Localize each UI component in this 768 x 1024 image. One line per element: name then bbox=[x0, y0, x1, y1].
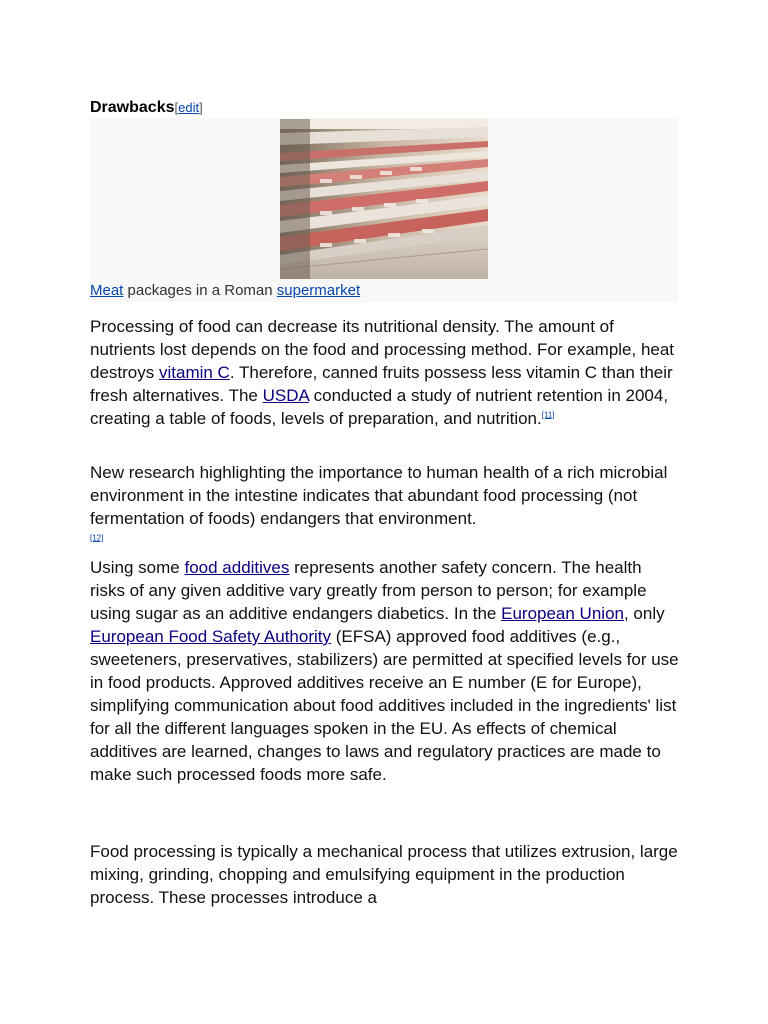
paragraph-nutrition: Processing of food can decrease its nutritional density. The amount of nutrients lost depends on the food and processing method. For example, heat destroys vitamin C. Therefore, canned fruits possess less vitamin C than their fresh alternatives. The USDA conducted a study of nutrient retention in 2004, creating a table of foods, levels of preparation, and nutrition.[11] bbox=[90, 317, 675, 428]
figure-thumbnail bbox=[90, 118, 678, 302]
link-european-union[interactable]: European Union bbox=[501, 604, 624, 623]
caption-link-meat[interactable]: Meat bbox=[90, 282, 124, 299]
caption-link-supermarket[interactable]: supermarket bbox=[276, 282, 361, 299]
paragraph-microbial: New research highlighting the importance to human health of a rich microbial environment in the intestine indicates that abundant food processing (not fermentation of foods) endangers that environment. [12] bbox=[90, 463, 668, 543]
paragraph-additives: Using some food additives represents another safety concern. The health risks of any given additive vary greatly from person to person; for example using sugar as an additive endangers diabetics. In the European Union, only European Food Safety Authority (EFSA) approved food additives (e.g., sweeteners, preservatives, stabilizers) are permitted at specified levels for use in food products. Approved additives receive an E number (E for Europe), simplifying communication about food additives included in the ingredients' list for all the different languages spoken in the EU. As effects of chemical additives are learned, changes to laws and regulatory practices are made to make such processed foods more safe. bbox=[90, 558, 679, 784]
reference-12[interactable]: [12] bbox=[90, 533, 104, 543]
reference-11[interactable]: [11] bbox=[541, 410, 555, 420]
link-vitamin-c[interactable]: vitamin C bbox=[158, 363, 230, 382]
section-title: Drawbacks bbox=[90, 99, 175, 116]
link-food-additives[interactable]: food additives bbox=[184, 558, 290, 577]
supermarket-meat-photo[interactable] bbox=[280, 119, 488, 279]
paragraph-mechanical-process: Food processing is typically a mechanical process that utilizes extrusion, large mixing, grinding, chopping and emulsifying equipment in the production process. These processes introduce a bbox=[90, 842, 678, 907]
edit-section: [edit] bbox=[174, 100, 203, 115]
link-usda[interactable]: USDA bbox=[262, 386, 309, 405]
figure-caption: Meat packages in a Roman supermarket bbox=[90, 282, 361, 299]
section-heading bbox=[90, 98, 203, 118]
edit-link[interactable]: edit bbox=[178, 100, 200, 115]
link-efsa[interactable]: European Food Safety Authority bbox=[90, 627, 331, 646]
